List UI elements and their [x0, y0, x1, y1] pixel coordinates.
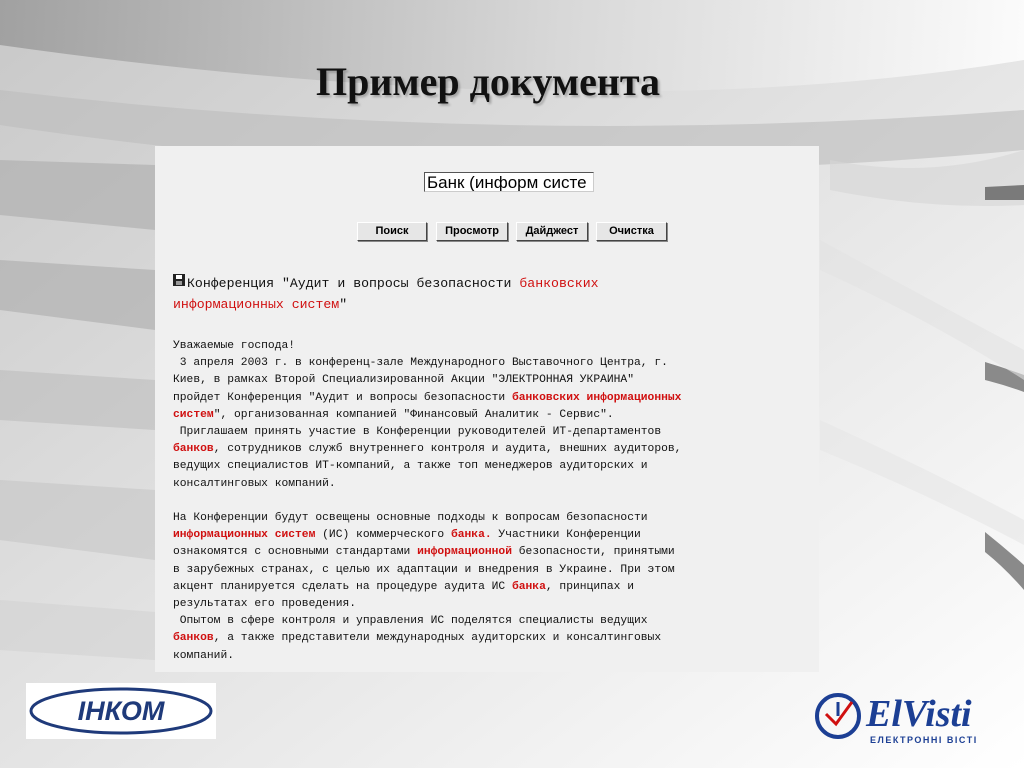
body-line: Участники Конференции — [491, 529, 641, 542]
elvisti-logo-text: ElVisti — [866, 693, 972, 735]
search-hit: банка — [511, 580, 546, 593]
floppy-disk-icon[interactable] — [173, 274, 185, 286]
body-line: в зарубежных странах, с целью их адаптации и внедрения в Украине. При этом — [173, 563, 675, 576]
body-line: безопасности, принятыми — [511, 546, 675, 559]
search-hit: информационной — [417, 546, 512, 559]
body-line: результатах его проведения. — [173, 598, 357, 611]
body-line: акцент планируется сделать на процедуре аудита ИС — [173, 580, 512, 593]
body-line: На Конференции будут освещены основные подходы к вопросам безопасности — [173, 512, 648, 525]
body-line: , а также представители международных аудиторских и консалтинговых — [213, 632, 662, 645]
article-title-text: " — [339, 297, 348, 312]
body-line: Приглашаем принять участие в Конференции руководителей ИТ-департаментов — [173, 426, 662, 439]
elvisti-logo-subtitle: ЕЛЕКТРОННІ ВІСТІ — [870, 735, 978, 745]
article-body — [173, 338, 813, 665]
body-line: ознакомятся с основными стандартами — [173, 546, 418, 559]
body-line: ", организованная компанией "Финансовый Аналитик - Сервис". — [213, 408, 614, 421]
inkom-logo-text: ІНКОМ — [77, 696, 165, 726]
search-input[interactable]: Банк (информ систе — [424, 172, 594, 192]
search-hit: систем — [173, 408, 214, 421]
body-line: Киев, в рамках Второй Специализированной Акции "ЭЛЕКТРОННАЯ УКРАИНА" — [173, 374, 634, 387]
document-screenshot — [155, 146, 819, 672]
slide-title: Пример документа — [315, 59, 661, 104]
body-line: компаний. — [173, 649, 235, 662]
body-line: , принципах и — [545, 580, 635, 593]
inkom-logo — [26, 683, 216, 739]
search-hit: банка. — [450, 529, 492, 542]
search-button[interactable]: Поиск — [357, 222, 427, 241]
body-line: консалтинговых компаний. — [173, 477, 336, 490]
body-line: ведущих специалистов ИТ-компаний, а также топ менеджеров аудиторских и — [173, 460, 648, 473]
article-title-text: Конференция "Аудит и вопросы безопасности — [187, 276, 520, 291]
article-title-highlight: информационных систем — [173, 297, 340, 312]
search-hit: банков — [173, 632, 214, 645]
body-line: 3 апреля 2003 г. в конференц-зале Международного Выставочного Центра, г. — [173, 357, 668, 370]
body-line: Опытом в сфере контроля и управления ИС поделятся специалисты ведущих — [173, 615, 648, 628]
digest-button[interactable]: Дайджест — [516, 222, 588, 241]
search-hit: банков — [173, 443, 214, 456]
view-button[interactable]: Просмотр — [436, 222, 508, 241]
body-line: (ИС) коммерческого — [315, 529, 451, 542]
article-title[interactable] — [173, 273, 813, 315]
search-hit: информационных систем — [173, 529, 316, 542]
body-line: , сотрудников служб внутреннего контроля и аудита, внешних аудиторов, — [213, 443, 682, 456]
article-title-highlight: банковских — [519, 276, 599, 291]
greeting: Уважаемые господа! — [173, 340, 296, 352]
clear-button[interactable]: Очистка — [596, 222, 667, 241]
elvisti-logo — [812, 688, 1002, 748]
body-line: пройдет Конференция "Аудит и вопросы безопасности — [173, 391, 512, 404]
search-hit: банковских информационных — [511, 391, 682, 404]
